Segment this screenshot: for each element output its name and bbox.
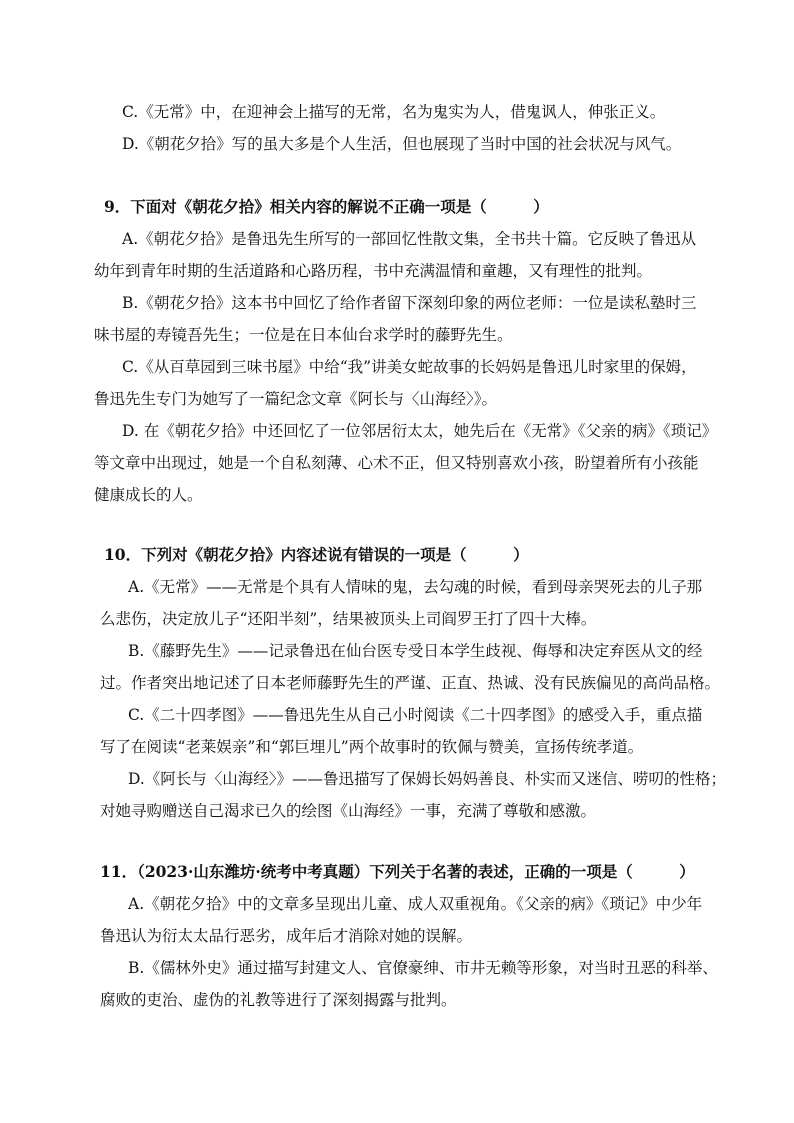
- q11-option-b-line-1: B.《儒林外史》通过描写封建文人、官僚豪绅、市井无赖等形象，对当时丑恶的科举、: [128, 959, 718, 977]
- q9-option-d-line-1: D. 在《朝花夕拾》中还回忆了一位邻居衍太太，她先后在《无常》《父亲的病》《琐记》: [122, 422, 718, 440]
- question-10-stem: 10．下列对《朝花夕拾》内容述说有错误的一项是（ ）: [104, 545, 529, 564]
- q9-option-c-line-2: 鲁迅先生专门为她写了一篇纪念文章《阿长与〈山海经〉》。: [94, 390, 498, 408]
- q9-option-a-line-2: 幼年到青年时期的生活道路和心路历程，书中充满温情和童趣，又有理性的批判。: [94, 262, 653, 280]
- q10-option-b-line-2: 过。作者突出地记述了日本老师藤野先生的严谨、正直、热诚、没有民族偏见的高尚品格。: [100, 674, 721, 692]
- q11-option-a-line-2: 鲁迅认为衍太太品行恶劣，成年后才消除对她的误解。: [100, 927, 473, 945]
- q9-option-b-line-2: 味书屋的寿镜吾先生；一位是在日本仙台求学时的藤野先生。: [94, 326, 513, 344]
- q10-option-b-line-1: B.《藤野先生》——记录鲁迅在仙台医专受日本学生歧视、侮辱和决定弃医从文的经: [128, 642, 703, 660]
- option-c-line: C.《无常》中，在迎神会上描写的无常，名为鬼实为人，借鬼讽人，伸张正义。: [122, 103, 666, 121]
- q10-option-d-line-1: D.《阿长与〈山海经〉》——鲁迅描写了保姆长妈妈善良、朴实而又迷信、唠叨的性格；: [128, 770, 727, 788]
- q10-option-c-line-2: 写了在阅读“老莱娱亲”和“郭巨埋儿”两个故事时的钦佩与赞美，宣扬传统孝道。: [100, 738, 644, 756]
- q10-option-c-line-1: C.《二十四孝图》——鲁迅先生从自己小时阅读《二十四孝图》的感受入手，重点描: [128, 706, 703, 724]
- q9-option-a-line-1: A.《朝花夕拾》是鲁迅先生所写的一部回忆性散文集，全书共十篇。它反映了鲁迅从: [122, 230, 697, 248]
- q11-option-b-line-2: 腐败的吏治、虚伪的礼教等进行了深刻揭露与批判。: [100, 991, 457, 1009]
- question-9-stem: 9．下面对《朝花夕拾》相关内容的解说不正确一项是（ ）: [104, 197, 549, 216]
- q9-option-b-line-1: B.《朝花夕拾》这本书中回忆了给作者留下深刻印象的两位老师：一位是读私塾时三: [122, 294, 697, 312]
- q10-option-d-line-2: 对她寻购赠送自己渴求已久的绘图《山海经》一事，充满了尊敬和感激。: [100, 802, 597, 820]
- q9-option-c-line-1: C.《从百草园到三味书屋》中给“我”讲美女蛇故事的长妈妈是鲁迅儿时家里的保姆，: [122, 358, 697, 376]
- question-11-stem: 11．（2023·山东潍坊·统考中考真题）下列关于名著的表述，正确的一项是（ ）: [100, 862, 695, 881]
- q9-option-d-line-2: 等文章中出现过，她是一个自私刻薄、心术不正，但又特别喜欢小孩，盼望着所有小孩能: [94, 454, 699, 472]
- q10-option-a-line-1: A.《无常》——无常是个具有人情味的鬼，去勾魂的时候，看到母亲哭死去的儿子那: [128, 578, 703, 596]
- q11-option-a-line-1: A.《朝花夕拾》中的文章多呈现出儿童、成人双重视角。《父亲的病》《琐记》中少年: [128, 895, 703, 913]
- q9-option-d-line-3: 健康成长的人。: [94, 486, 203, 504]
- q10-option-a-line-2: 么悲伤，决定放儿子“还阳半刻”，结果被顶头上司阎罗王打了四十大棒。: [100, 610, 597, 628]
- option-d-line: D.《朝花夕拾》写的虽大多是个人生活，但也展现了当时中国的社会状况与风气。: [122, 135, 682, 153]
